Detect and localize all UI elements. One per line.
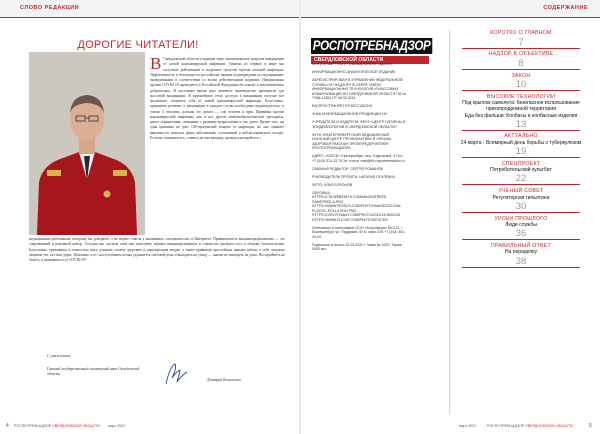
imprint-line: АДРЕС: 620078 г. Екатеринбург, пер. Отдельный, 3 Тел.: +7 (343) 374-13-79 Эл. почта: mail@66.rospotrebnadzor.ru (312, 154, 405, 163)
toc-section-label: АКТУАЛЬНО (504, 133, 538, 140)
portrait-photo (29, 52, 145, 235)
toc-page-number: 22 (515, 173, 527, 185)
imprint-line: РУКОВОДИТЕЛЬ ПРОЕКТА: НАТАЛЬЯ ПУХЛЕВИЧ (312, 174, 396, 179)
toc-item[interactable] (451, 30, 591, 48)
right-page (301, 0, 600, 434)
editorial-full-text (29, 237, 285, 317)
column-divider (449, 30, 450, 414)
right-footer (301, 420, 600, 434)
toc-separator (462, 130, 580, 131)
left-footer (0, 420, 299, 434)
toc-item[interactable] (451, 188, 591, 212)
toc-article-title: На переделку (505, 249, 537, 256)
right-header-label: СОДЕРЖАНИЕ (543, 5, 588, 11)
portrait-illustration (29, 52, 145, 235)
right-footer-brand-b: СВЕРДЛОВСКОЙ ОБЛАСТИ (525, 424, 573, 428)
toc-page-number: 38 (515, 255, 527, 267)
toc-separator (462, 69, 580, 70)
imprint-line: УЧРЕДИТЕЛИ И ИЗДАТЕЛИ: ФБУЗ «ЦЕНТР ГИГИЕНЫ И ЭПИДЕМИОЛОГИИ В СВЕРДЛОВСКОЙ ОБЛАСТИ» (312, 120, 406, 129)
left-footer-date: март 2021 (108, 424, 126, 428)
toc-article-title: Под крылом самолета: безопасное использование прикопродромной территории Еда без фальши: Колбасы и колбасные изделия (462, 100, 580, 119)
toc-item[interactable] (451, 73, 591, 91)
signer-name: Дмитрий Козловских (207, 378, 241, 382)
toc-separator (462, 90, 580, 91)
signer-role: Главный государственный санитарный врач Свердловской области (47, 367, 140, 377)
toc-page-number: 30 (515, 200, 527, 212)
toc-separator (462, 157, 580, 158)
toc-page-number: 36 (515, 228, 527, 240)
masthead-logo (311, 37, 454, 64)
left-header-rule (0, 17, 299, 18)
imprint-line: ГЛАВНЫЙ РЕДАКТОР: СЕРГЕЙ РОМАНОВ (312, 166, 383, 171)
toc-page-number: 7 (518, 36, 524, 48)
toc-item[interactable] (451, 243, 591, 267)
editorial-column-body: Свердловской области уходящая зима ознаменовалась началом вакцинации от новой коронавирусной инфекции. Одними из первых в мире мы получили действенное и надежное средство против опасной инфекции. Эффективность и безопасность российских вакцин подтверждены исследованиями, проведенными в соответствии со всеми действующими нормами. Иммунизация против COVID-19 проводится в Российской Федерации бесплатно и исключительно добровольно. В настоящее время идет активное производство препаратов для массовой вакцинации. В крупнейших сетях доступа к вакцинации получат все желающие: защитить себя от новой коронавирусной инфекции. Безусловно, принимать решение о вакцинации в каждом случае необходимо индивидуально, и только 2 человека должны это делать — сам человек и врач. Прививка против коронавирусной инфекции, как и все другие иммунобиологические препараты, имеет ограничения, связанные с разными возрастными и так далее. Кроме того, ни одна прививка не дает 100-процентной защиты от инфекции, но она снижает вероятность тяжелых форм заболевания, осложнений и неблагоприятного исхода. Если вы сомневаетесь, ставить ли вам вакцину, проконсультируйтесь с (150, 57, 284, 140)
left-page (0, 0, 299, 434)
imprint-line: РАСПРОСТРАНЯЕТСЯ БЕСПЛАТНО (312, 104, 373, 108)
toc-page-number: 8 (518, 57, 524, 69)
toc-section-label: ПРАВИЛЬНЫЙ ОТВЕТ (491, 242, 551, 249)
toc-item[interactable] (451, 161, 591, 185)
imprint-line: ФОТО: ИЛЬЯ БОРОНОВ (312, 182, 353, 187)
toc-item[interactable] (451, 216, 591, 240)
imprint-line: Подписано в печать 22.03.2021 г. Заказ № 3229. Тираж 3000 экз. (312, 242, 402, 251)
imprint-line: ОБЛОЖКА: HTTPS://LTA.WEBSMITH.COM/MAGIN/FREEE-SAMEFREE-A.PNG HTTPS://WWW.PEXELS.COM/PHOTO/IMAGES/CLEAN-PLASTIC-POLLUTION.PNG HTTPS://CDN.PIXABAY.COM/PHOTO/2019/12/16/02/26 HTTPS://WWW.FLICKR.COM/PHOTOS/FLICKR (312, 190, 402, 222)
toc-section-label: УЧЕНЫЙ СОВЕТ (498, 188, 544, 195)
left-footer-brand (14, 424, 100, 428)
toc-section-label: НАДЗОР В ОБЪЕКТИВЕ (488, 51, 554, 58)
imprint-line: Отпечатано в типографии ООО «Астрофера» 620131, г. Екатеринбург, ул. Прудовая, 40 Б, офис 218 +7 (343) 351-34-04 (312, 225, 406, 239)
right-footer-brand (487, 424, 573, 428)
toc-section-label: КОРОТКО О ГЛАВНОМ (490, 30, 552, 36)
imprint-line: ЗАРЕГИСТРИРОВАН В УПРАВЛЕНИИ ФЕДЕРАЛЬНОЙ СЛУЖБЫ ПО НАДЗОРУ В СФЕРЕ СВЯЗИ, ИНФОРМАЦИОННЫХ ТЕХНОЛОГИЙ И МАССОВЫХ КОММУНИКАЦИЙ ПО СВЕРДЛОВСКОЙ ОБЛАСТИ ПИ № ТУ66-01354 ОТ 06.02.2014 (312, 78, 407, 100)
toc-section-label: ЗАКОН (511, 72, 531, 79)
logo-text: РОСПОТРЕБНАДЗОР (312, 38, 431, 53)
toc-page-number: 19 (515, 146, 527, 157)
toc-item[interactable] (451, 133, 591, 157)
imprint-line: ИНФОРМАЦИОННО-АНАЛИТИЧЕСКОЕ ИЗДАНИЕ (312, 70, 396, 74)
greeting: С уважением, (47, 353, 71, 358)
right-page-number: 5 (589, 423, 592, 429)
dropcap-letter: В (150, 57, 162, 73)
toc-page-number: 13 (515, 118, 527, 130)
toc-separator (462, 267, 580, 268)
imprint-line: ФГУН «ЕКАТЕРИНБУРГСКИЙ МЕДИЦИНСКИЙ НАУЧНЫЙ ЦЕНТР ПРОФИЛАКТИКИ И ОХРАНЫ ЗДОРОВЬЯ РАБОЧИХ ПРОМПРЕДПРИЯТИЙ» РОСПОТРЕБНАДЗОРА (312, 132, 392, 150)
toc-section-label: УРОКИ ПРОШЛОГО (494, 215, 548, 222)
left-footer-brand-b: СВЕРДЛОВСКОЙ ОБЛАСТИ (52, 424, 100, 428)
toc-separator (462, 212, 580, 213)
toc-separator (462, 184, 580, 185)
right-footer-brand-a: РОСПОТРЕБНАДЗОР (487, 424, 525, 428)
editorial-full-paragraph: медицинским работником, которому вы доверяете, а не ищите советы у анонимных «специалистов» в Интернете. Прививаемость вакцинопрофилактика — это современный и разумный выбор. Сегодня мы сделаем свой шаг навстречу первым вакцинирующимся и совместно пройдем путь к общему благополучию. Безусловно, прививаясь я полностью могу доверять своему здоровью и окружающим людям, а также прививать простейшие навыки заботы о себе, надежно защитив тех, кто вам дорог. Напомню, что с наступлением весны удлиняется световой день и выходить на улицу — значит не выходить из дома. Постарайтесь не болеть, и прививаться от COVID-19! (29, 237, 285, 262)
page-title: ДОРОГИЕ ЧИТАТЕЛИ! (77, 39, 199, 51)
imprint-line: № 3 (24) МАРТ 2021 г. (ежеквартальное издание) (312, 62, 393, 66)
toc-section-label: СПЕЦПРОЕКТ (501, 160, 541, 167)
table-of-contents (451, 30, 591, 270)
toc-page-number: 10 (515, 79, 527, 91)
left-footer-brand-a: РОСПОТРЕБНАДЗОР (14, 424, 52, 428)
logo-subtitle: СВЕРДЛОВСКОЙ ОБЛАСТИ (311, 56, 429, 64)
imprint-block (312, 62, 406, 255)
toc-section-label: ВЫСОКИЕ ТЕХНОЛОГИИ (486, 93, 556, 100)
toc-item[interactable] (451, 94, 591, 130)
toc-article-title: Люди службы (505, 222, 537, 229)
toc-article-title: Регуляторная гильотина (492, 194, 550, 201)
right-header-rule (301, 17, 600, 18)
right-footer-date: март 2021 (459, 424, 477, 428)
toc-separator (462, 48, 580, 49)
left-header-label: СЛОВО РЕДАКЦИИ (20, 5, 80, 11)
toc-item[interactable] (451, 51, 591, 69)
toc-separator (462, 239, 580, 240)
toc-article-title: 24 марта - Всемирный день борьбы с туберкулезом (460, 139, 582, 146)
imprint-line: ЗНАК ИНФОРМАЦИОННОЙ ПРОДУКЦИИ 16+ (312, 112, 388, 116)
left-page-number: 4 (6, 423, 9, 429)
toc-article-title: Потребительский культбит (490, 167, 552, 174)
signature-icon (162, 360, 190, 388)
